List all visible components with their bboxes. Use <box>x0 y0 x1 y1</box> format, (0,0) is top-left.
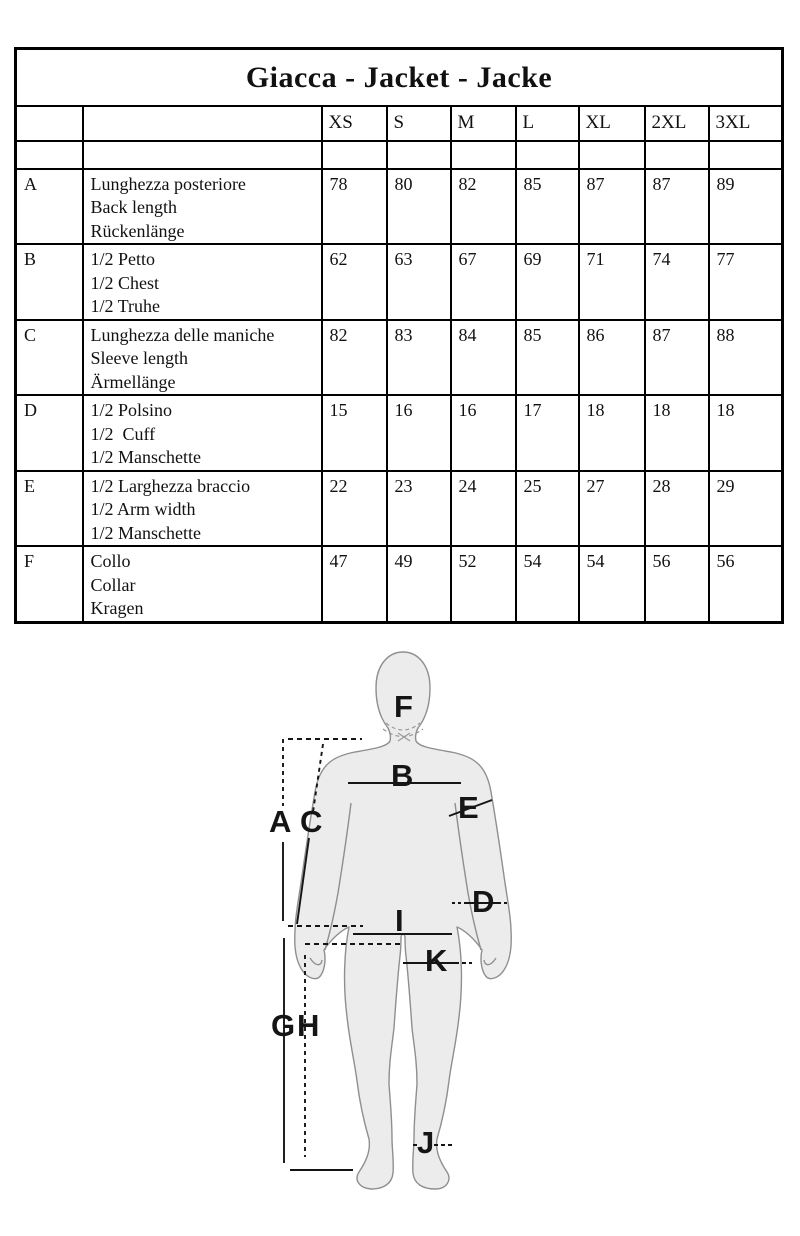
label-en: 1/2 Cuff <box>90 423 156 444</box>
label-it: 1/2 Petto <box>90 249 156 269</box>
row-key: F <box>16 546 83 622</box>
measurement-cell: 29 <box>709 471 783 547</box>
figure-marker-a: A <box>269 804 292 839</box>
measurement-cell: 87 <box>645 320 709 396</box>
measurement-cell: 18 <box>579 395 645 471</box>
size-header-m: M <box>451 106 516 141</box>
measurement-cell: 82 <box>322 320 387 396</box>
label-de: 1/2 Truhe <box>90 296 161 316</box>
row-key: B <box>16 244 83 320</box>
measurement-cell: 86 <box>579 320 645 396</box>
measurement-cell: 89 <box>709 169 783 245</box>
measurement-cell: 49 <box>387 546 451 622</box>
measurement-cell: 56 <box>645 546 709 622</box>
measurement-cell: 27 <box>579 471 645 547</box>
measurement-cell: 85 <box>516 169 579 245</box>
measurement-cell: 16 <box>451 395 516 471</box>
label-en: Collar <box>90 574 136 595</box>
label-de: Kragen <box>90 598 144 618</box>
figure-marker-e: E <box>458 790 479 825</box>
figure-marker-j: J <box>417 1125 435 1160</box>
measurement-cell: 69 <box>516 244 579 320</box>
size-header-l: L <box>516 106 579 141</box>
label-en: Back length <box>90 197 177 217</box>
label-en: 1/2 Arm width <box>90 499 196 519</box>
table-title: Giacca - Jacket - Jacke <box>16 49 783 106</box>
measurement-cell: 23 <box>387 471 451 547</box>
measurement-cell: 88 <box>709 320 783 396</box>
size-header-xs: XS <box>322 106 387 141</box>
figure-marker-i: I <box>395 903 404 938</box>
size-header-3xl: 3XL <box>709 106 783 141</box>
measurement-cell: 24 <box>451 471 516 547</box>
measurement-cell: 78 <box>322 169 387 245</box>
size-header-xl: XL <box>579 106 645 141</box>
figure-marker-k: K <box>425 943 448 978</box>
row-key: E <box>16 471 83 547</box>
figure-marker-b: B <box>391 758 414 793</box>
measurement-cell: 87 <box>645 169 709 245</box>
label-it: Lunghezza delle maniche <box>90 324 275 345</box>
measurement-cell: 84 <box>451 320 516 396</box>
figure-marker-h: H <box>297 1008 320 1043</box>
size-header-s: S <box>387 106 451 141</box>
measurement-cell: 54 <box>579 546 645 622</box>
measurement-cell: 87 <box>579 169 645 245</box>
label-en: Sleeve length <box>90 348 188 368</box>
figure-marker-d: D <box>472 884 495 919</box>
measurement-cell: 47 <box>322 546 387 622</box>
row-key: C <box>16 320 83 396</box>
figure-marker-g: G <box>271 1008 296 1043</box>
measurement-cell: 28 <box>645 471 709 547</box>
measurement-cell: 63 <box>387 244 451 320</box>
label-it: 1/2 Polsino <box>90 400 173 420</box>
row-key: D <box>16 395 83 471</box>
measurement-cell: 16 <box>387 395 451 471</box>
measurement-cell: 22 <box>322 471 387 547</box>
measurement-cell: 17 <box>516 395 579 471</box>
label-de: 1/2 Manschette <box>90 447 201 467</box>
measurement-cell: 71 <box>579 244 645 320</box>
figure-marker-c: C <box>300 804 323 839</box>
size-header-2xl: 2XL <box>645 106 709 141</box>
measurement-cell: 62 <box>322 244 387 320</box>
measurement-cell: 52 <box>451 546 516 622</box>
label-de: Rückenlänge <box>90 220 185 241</box>
label-en: 1/2 Chest <box>90 272 160 293</box>
measurement-cell: 18 <box>709 395 783 471</box>
measurement-cell: 77 <box>709 244 783 320</box>
measurement-cell: 15 <box>322 395 387 471</box>
measurement-cell: 74 <box>645 244 709 320</box>
measurement-cell: 67 <box>451 244 516 320</box>
measurement-cell: 82 <box>451 169 516 245</box>
label-it: Collo <box>90 551 131 571</box>
measurement-cell: 18 <box>645 395 709 471</box>
label-it: 1/2 Larghezza braccio <box>90 475 251 496</box>
measurement-cell: 83 <box>387 320 451 396</box>
measurement-cell: 54 <box>516 546 579 622</box>
label-de: 1/2 Manschette <box>90 522 201 543</box>
measurement-cell: 85 <box>516 320 579 396</box>
measurement-cell: 25 <box>516 471 579 547</box>
measurement-cell: 56 <box>709 546 783 622</box>
figure-marker-f: F <box>394 689 413 724</box>
row-key: A <box>16 169 83 245</box>
label-it: Lunghezza posteriore <box>90 173 246 194</box>
measurement-cell: 80 <box>387 169 451 245</box>
label-de: Ärmellänge <box>90 371 176 392</box>
